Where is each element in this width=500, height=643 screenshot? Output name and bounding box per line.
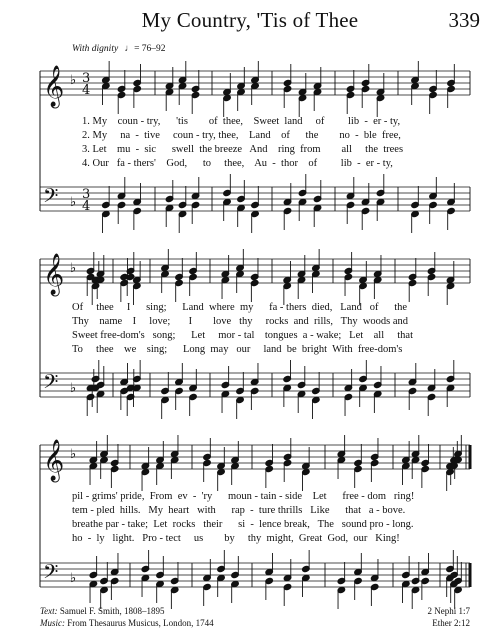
flat-sign: ♭ — [70, 261, 77, 277]
time-signature: 3 — [82, 187, 91, 202]
lyric-line: 4. Our fa - thers' God, to thee, Au - thor of lib - er - ty, — [82, 158, 393, 169]
scripture-ref: 2 Nephi 1:7 — [427, 606, 470, 616]
lyric-line: tem - pled hills. My heart with rap - ture thrills Like that a - bove. — [72, 505, 406, 516]
time-signature: 3 — [82, 71, 91, 86]
flat-sign: ♭ — [70, 571, 77, 587]
hymn-number: 339 — [448, 8, 480, 32]
lyric-line: Of thee I sing; Land where my fa - thers died, Land of the — [72, 302, 408, 313]
scripture-ref: Ether 2:12 — [432, 618, 470, 628]
treble-clef: 𝄞 — [43, 440, 65, 481]
lyric-line: 1. My coun - try, 'tis of thee, Sweet land of lib - er - ty, — [82, 116, 401, 127]
lyric-line: breathe par - take; Let rocks their si - lence break, The sound pro - long. — [72, 519, 414, 530]
treble-clef: 𝄞 — [43, 254, 65, 295]
credits — [40, 605, 214, 629]
tempo-text: With dignity — [72, 44, 119, 54]
flat-sign: ♭ — [70, 73, 77, 89]
text-credit: Text: Samuel F. Smith, 1808–1895 — [40, 606, 165, 616]
lyric-line: ho - ly light. Pro - tect us by thy might, Great God, our King! — [72, 533, 400, 544]
hymn-title: My Country, 'Tis of Thee — [141, 8, 359, 32]
lyric-line: Thy name I love; I love thy rocks and rills, Thy woods and — [72, 316, 409, 327]
music-credit: Music: From Thesaurus Musicus, London, 1744 — [40, 618, 214, 628]
time-signature: 4 — [82, 199, 91, 214]
treble-clef: 𝄞 — [43, 66, 65, 107]
flat-sign: ♭ — [70, 195, 77, 211]
lyric-line: Sweet free-dom's song; Let mor - tal tongues a - wake; Let all that — [72, 330, 414, 341]
metronome-marking: ♩= 76–92 — [124, 44, 166, 54]
scripture-references — [428, 605, 471, 629]
lyric-line: 3. Let mu - sic swell the breeze And ring from all the trees — [82, 144, 404, 155]
lyric-line: pil - grims' pride, From ev - 'ry moun - tain - side Let free - dom ring! — [72, 491, 415, 502]
flat-sign: ♭ — [70, 447, 77, 463]
bass-clef: 𝄢 — [43, 560, 59, 588]
bass-clef: 𝄢 — [43, 370, 59, 398]
lyric-line: 2. My na - tive coun - try, thee, Land of the no - ble free, — [82, 130, 401, 141]
bass-clef: 𝄢 — [43, 184, 59, 212]
time-signature: 4 — [82, 83, 91, 98]
lyric-line: To thee we sing; Long may our land be bright With free-dom's — [72, 344, 403, 355]
flat-sign: ♭ — [70, 381, 77, 397]
